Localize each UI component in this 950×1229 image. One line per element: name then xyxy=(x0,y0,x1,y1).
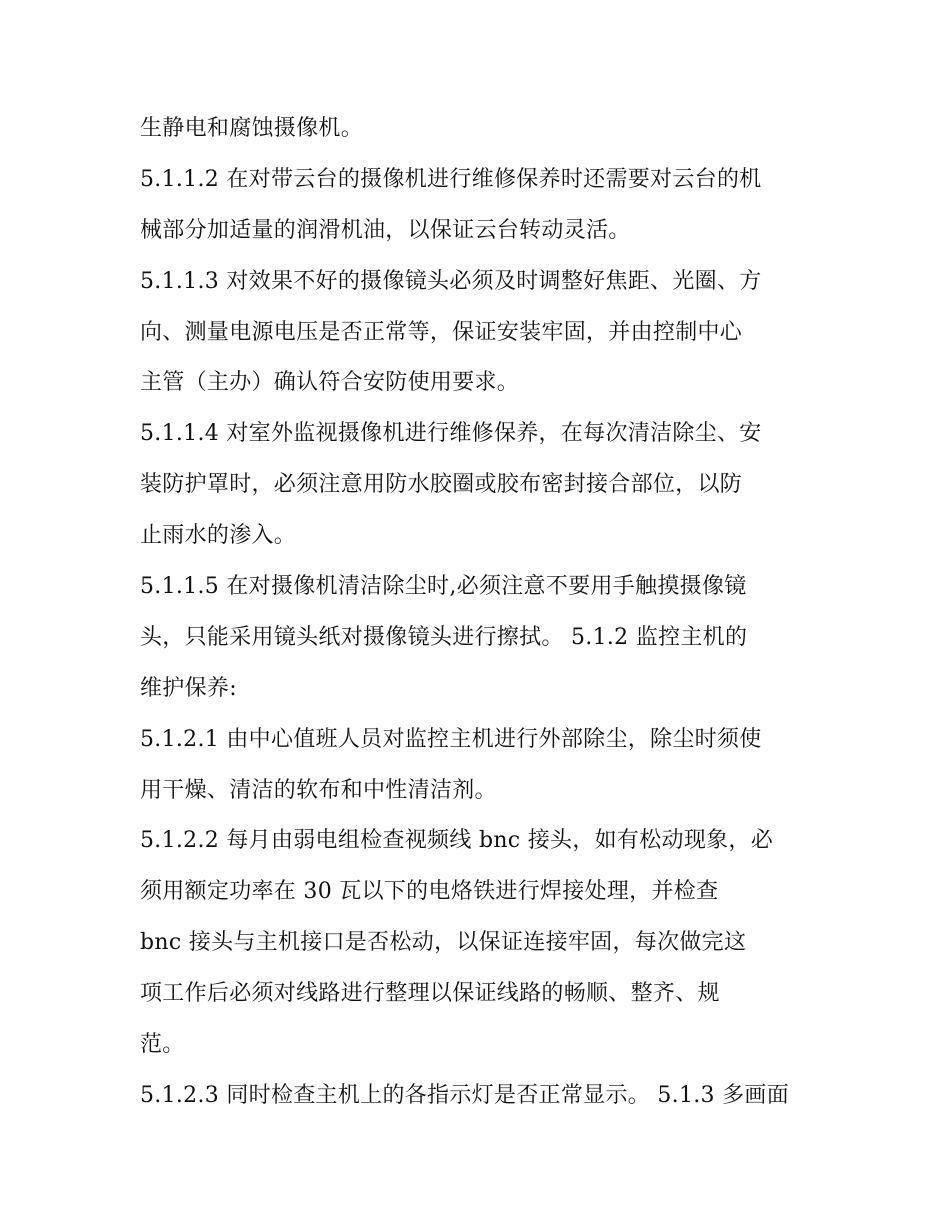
text-line: 装防护罩时，必须注意用防水胶圈或胶布密封接合部位，以防 xyxy=(140,472,743,498)
text-line: 止雨水的渗入。 xyxy=(140,523,297,549)
text-line: 维护保养: xyxy=(140,675,237,701)
text-line: 用干燥、清洁的软布和中性清洁剂。 xyxy=(140,777,497,803)
text-line: 须用额定功率在 30 瓦以下的电烙铁进行焊接处理，并检查 xyxy=(140,879,719,905)
text-line: 范。 xyxy=(140,1032,185,1058)
text-line: 生静电和腐蚀摄像机。 xyxy=(140,116,364,141)
text-line: 5.1.2.1 由中心值班人员对监控主机进行外部除尘，除尘时须使 xyxy=(140,726,762,752)
text-line: 向、测量电源电压是否正常等，保证安装牢固，并由控制中心 xyxy=(140,319,743,345)
text-line: bnc 接头与主机接口是否松动，以保证连接牢固，每次做完这 xyxy=(140,930,747,956)
text-line: 5.1.1.5 在对摄像机清洁除尘时,必须注意不要用手触摸摄像镜 xyxy=(140,574,747,600)
text-line: 项工作后必须对线路进行整理以保证线路的畅顺、整齐、规 xyxy=(140,981,720,1007)
text-line: 5.1.1.2 在对带云台的摄像机进行维修保养时还需要对云台的机 xyxy=(140,166,762,192)
text-line: 5.1.2.3 同时检查主机上的各指示灯是否正常显示。 5.1.3 多画面 xyxy=(140,1082,790,1108)
text-line: 头，只能采用镜头纸对摄像镜头进行擦拭。 5.1.2 监控主机的 xyxy=(140,624,748,650)
text-line: 5.1.1.4 对室外监视摄像机进行维修保养，在每次清洁除尘、安 xyxy=(140,421,762,447)
text-line: 5.1.2.2 每月由弱电组检查视频线 bnc 接头，如有松动现象，必 xyxy=(140,828,774,854)
document-body xyxy=(140,108,820,1126)
text-line: 械部分加适量的润滑机油，以保证云台转动灵活。 xyxy=(140,217,631,243)
text-line: 5.1.1.3 对效果不好的摄像镜头必须及时调整好焦距、光圈、方 xyxy=(140,268,762,294)
text-line: 主管（主办）确认符合安防使用要求。 xyxy=(140,370,520,396)
